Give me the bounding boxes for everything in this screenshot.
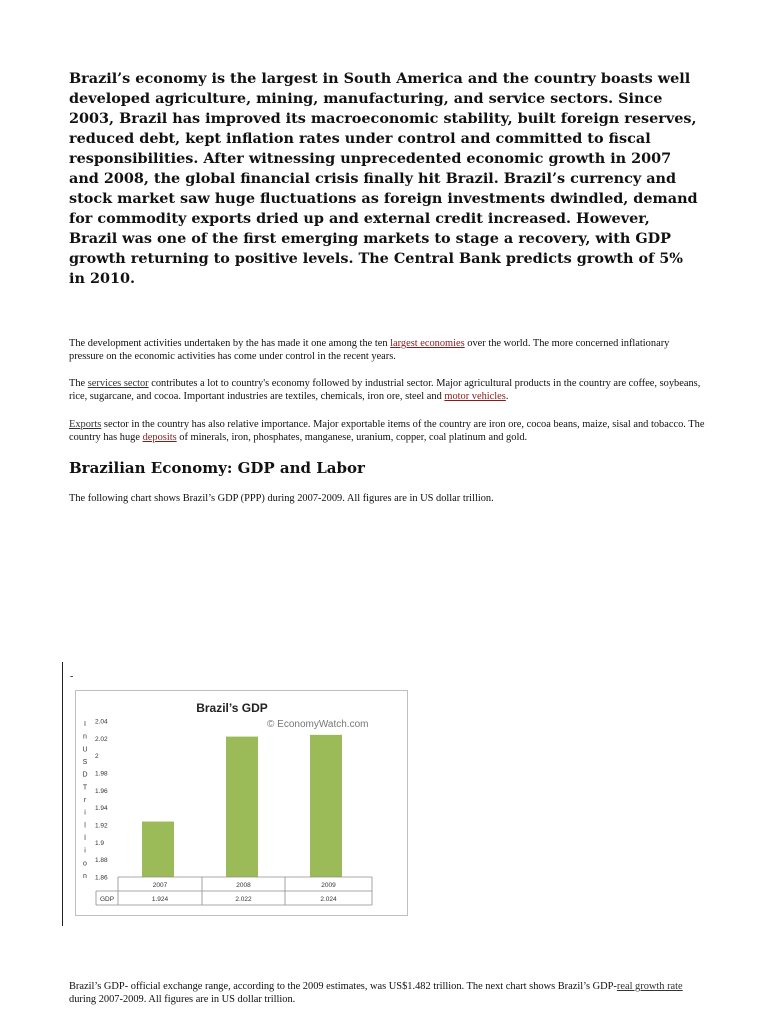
value-label: 2.024 bbox=[320, 896, 337, 903]
y-tick-label: 1.96 bbox=[95, 787, 108, 795]
y-label-char: i bbox=[84, 809, 86, 817]
value-label: 1.924 bbox=[151, 896, 169, 903]
y-tick-label: 1.9 bbox=[95, 839, 105, 847]
y-label-char: U bbox=[82, 746, 88, 754]
motor-vehicles-link[interactable]: motor vehicles bbox=[444, 391, 506, 402]
p3-text-middle: sector in the country has also relative importance. Major exportable items of the country are iron ore, cocoa beans, maize, sisal and tobacco. The country has huge bbox=[69, 419, 705, 443]
development-paragraph bbox=[69, 337, 705, 363]
largest-economies-link[interactable]: largest economies bbox=[390, 338, 465, 349]
y-tick-label: 2.02 bbox=[95, 735, 108, 743]
services-sector-link[interactable]: services sector bbox=[87, 378, 149, 389]
chart-watermark: © EconomyWatch.com bbox=[267, 719, 369, 730]
y-label-char: n bbox=[83, 733, 87, 741]
bar-2007 bbox=[142, 822, 174, 877]
y-label-char: T bbox=[82, 784, 88, 792]
y-label-char: o bbox=[83, 860, 87, 868]
exports-paragraph bbox=[69, 418, 705, 444]
y-tick-label: 2.04 bbox=[95, 718, 108, 726]
bar-2008 bbox=[226, 737, 258, 877]
p2-text-middle: contributes a lot to country's economy followed by industrial sector. Major agricultural products in the country are coffee, soybeans, rice, sugarcane, and cocoa. Important industries are textiles, chemicals, iron ore, steel and bbox=[69, 378, 701, 402]
p1-text-start: The development activities undertaken by the has made it one among the ten bbox=[69, 338, 391, 349]
y-label-char: D bbox=[82, 771, 88, 779]
y-tick-label: 1.86 bbox=[95, 874, 108, 882]
y-label-char: l bbox=[84, 835, 86, 842]
deposits-link[interactable]: deposits bbox=[142, 432, 177, 443]
margin-line bbox=[62, 662, 63, 926]
y-label-char: l bbox=[84, 822, 86, 830]
p3-text-end: of minerals, iron, phosphates, manganese, uranium, copper, coal platinum and gold. bbox=[176, 432, 528, 443]
closing-text-end: during 2007-2009. All figures are in US dollar trillion. bbox=[69, 994, 296, 1005]
y-label-char: n bbox=[83, 873, 87, 880]
y-label-char: i bbox=[84, 847, 86, 855]
chart-title: Brazil’s GDP bbox=[196, 701, 268, 715]
value-label: 2.022 bbox=[235, 896, 252, 903]
table-row-label: GDP bbox=[99, 896, 115, 903]
y-tick-label: 1.98 bbox=[95, 770, 108, 778]
intro-paragraph: Brazil’s economy is the largest in South America and the country boasts well developed agriculture, mining, manufacturing, and service sectors. Since 2003, Brazil has improved its macroeconomic stability, built foreign reserves, reduced debt, kept inflation rates under control and committed to fiscal responsibilities. After witnessing unprecedented economic growth in 2007 and 2008, the global financial crisis finally hit Brazil. Brazil’s currency and stock market saw huge fluctuations as foreign investments dwindled, demand for commodity exports dried up and external credit increased. However, Brazil was one of the first emerging markets to stage a recovery, with GDP growth returning to positive levels. The Central Bank predicts growth of 5% in 2010. bbox=[69, 70, 698, 287]
p2-text-start: The bbox=[69, 378, 88, 389]
y-tick-label: 1.94 bbox=[95, 805, 108, 813]
chart-intro-text: The following chart shows Brazil’s GDP (PPP) during 2007-2009. All figures are in US dollar trillion. bbox=[69, 493, 494, 504]
y-label-char: I bbox=[84, 721, 86, 728]
y-tick-label: 1.92 bbox=[95, 822, 108, 830]
p1-text-end: over the world. The more concerned inflationary pressure on the economic activities has come under control in the recent years. bbox=[69, 338, 670, 362]
gdp-chart bbox=[75, 690, 408, 916]
category-label: 2007 bbox=[152, 882, 168, 889]
p2-text-end: . bbox=[505, 391, 509, 402]
services-paragraph bbox=[69, 377, 705, 403]
category-label: 2008 bbox=[236, 882, 251, 889]
closing-text-start: Brazil’s GDP- official exchange range, according to the 2009 estimates, was US$1.482 trillion. The next chart shows Brazil’s GDP- bbox=[69, 981, 617, 992]
y-label-char: r bbox=[83, 797, 87, 804]
bar-2009 bbox=[310, 735, 342, 877]
y-tick-label: 1.88 bbox=[95, 857, 108, 865]
section-heading: Brazilian Economy: GDP and Labor bbox=[69, 459, 365, 477]
closing-paragraph bbox=[69, 980, 705, 1006]
exports-link[interactable]: Exports bbox=[69, 419, 102, 430]
real-growth-rate-link[interactable]: real growth rate bbox=[616, 981, 683, 992]
y-label-char: S bbox=[82, 759, 88, 766]
dash-mark: - bbox=[70, 671, 74, 682]
category-label: 2009 bbox=[321, 882, 336, 889]
y-tick-label: 2 bbox=[95, 753, 99, 761]
